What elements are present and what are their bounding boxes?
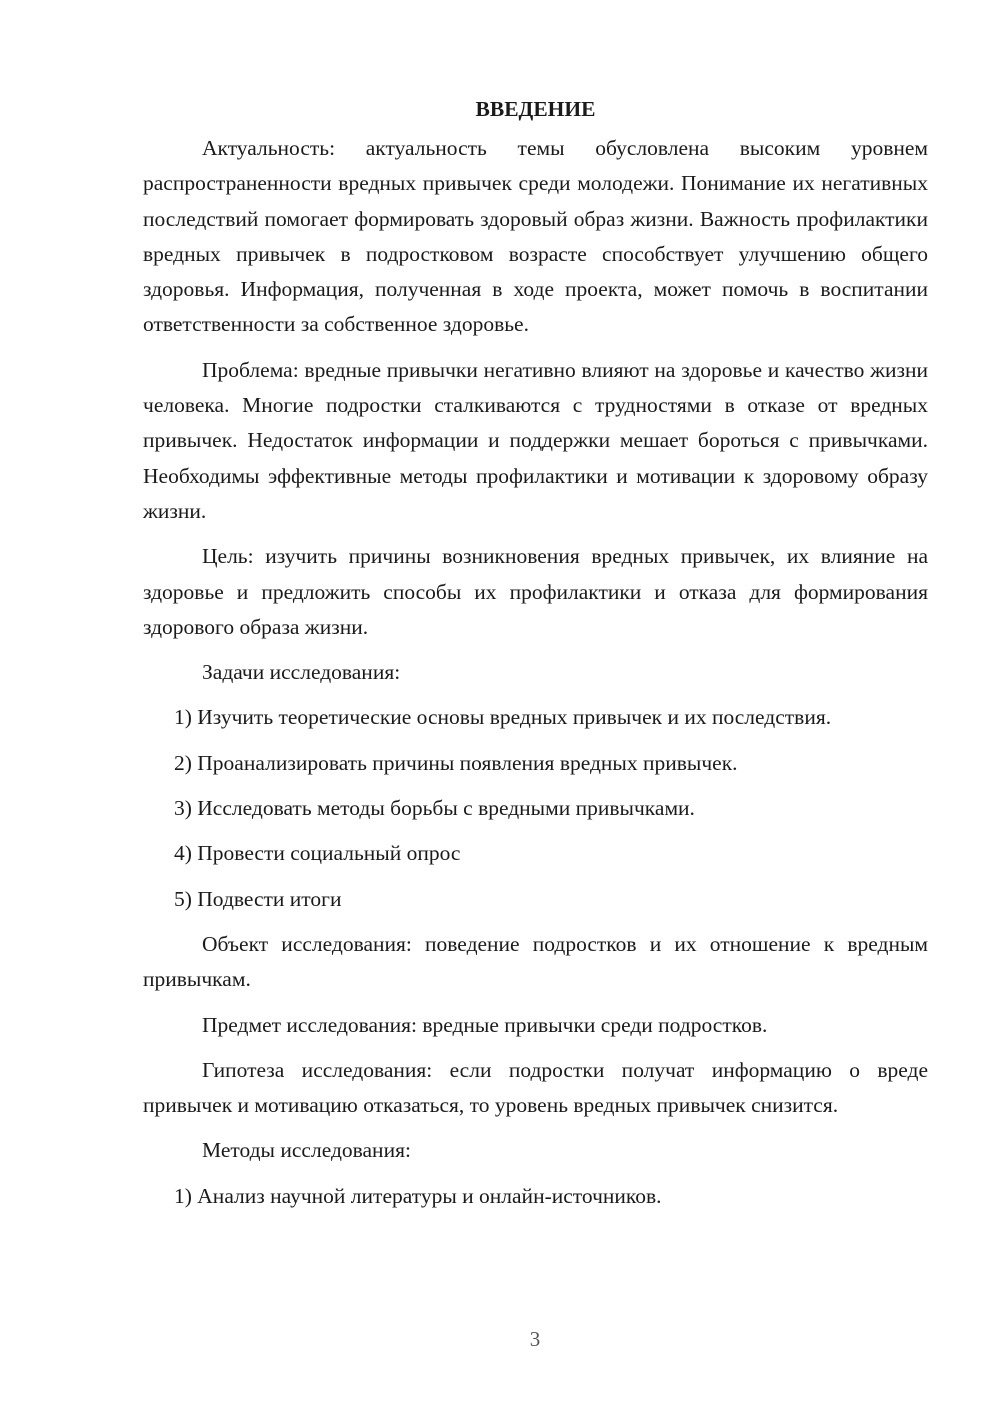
tasks-heading: Задачи исследования: (202, 660, 401, 685)
hypothesis-paragraph: Гипотеза исследования: если подростки получат информацию о вреде привычек и мотивацию отказаться, то уровень вредных привычек снизится. (143, 1057, 928, 1118)
tasks-list (143, 700, 928, 916)
task-item: 4) Провести социальный опрос (174, 841, 461, 866)
document-page (143, 90, 928, 1224)
object-paragraph: Объект исследования: поведение подростков и их отношение к вредным привычкам. (143, 931, 928, 992)
subject-paragraph: Предмет исследования: вредные привычки среди подростков. (202, 1012, 768, 1037)
goal-paragraph: Цель: изучить причины возникновения вредных привычек, их влияние на здоровье и предложить способы их профилактики и отказа для формирования здорового образа жизни. (143, 544, 928, 639)
methods-list (143, 1179, 928, 1214)
task-item: 3) Исследовать методы борьбы с вредными привычками. (174, 796, 695, 821)
page-number: 3 (529, 1327, 541, 1351)
task-item: 5) Подвести итоги (174, 886, 342, 911)
method-item: 1) Анализ научной литературы и онлайн-источников. (174, 1183, 662, 1208)
task-item: 1) Изучить теоретические основы вредных привычек и их последствия. (174, 705, 832, 730)
relevance-paragraph: Актуальность: актуальность темы обусловлена высоким уровнем распространенности вредных привычек среди молодежи. Понимание их негативных последствий помогает формировать здоровый образ жизни. Важность профилактики вредных привычек в подростковом возрасте способствует улучшению общего здоровья. Информация, полученная в ходе проекта, может помочь в воспитании ответственности за собственное здоровье. (143, 136, 928, 337)
section-title: ВВЕДЕНИЕ (475, 97, 596, 121)
problem-paragraph: Проблема: вредные привычки негативно влияют на здоровье и качество жизни человека. Многие подростки сталкиваются с трудностями в отказе от вредных привычек. Недостаток информации и поддержки мешает бороться с привычками. Необходимы эффективные методы профилактики и мотивации к здоровому образу жизни. (143, 357, 928, 523)
methods-heading: Методы исследования: (202, 1138, 411, 1163)
task-item: 2) Проанализировать причины появления вредных привычек. (174, 750, 738, 775)
